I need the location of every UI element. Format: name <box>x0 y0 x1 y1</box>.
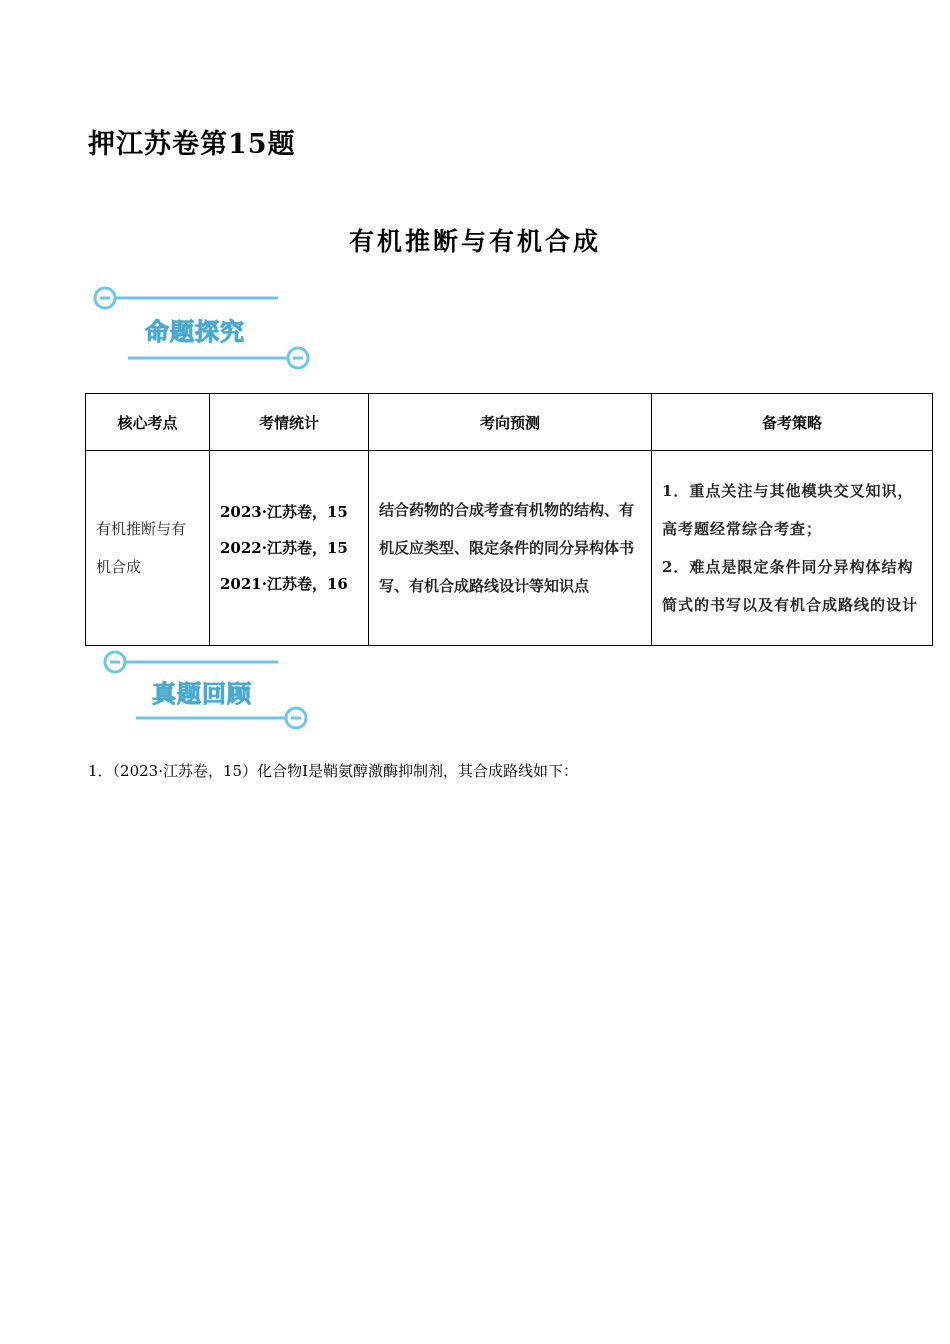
strategy-line: 1．重点关注与其他模块交叉知识，高考题经常综合考查； <box>662 482 914 538</box>
header-statistics: 考情统计 <box>210 394 369 451</box>
stat-line: 2023·江苏卷，15 <box>220 503 348 521</box>
explore-banner-label: 命题探究 <box>145 318 245 346</box>
cell-topic: 有机推断与有机合成 <box>86 451 210 646</box>
table-header-row <box>86 394 933 451</box>
exam-analysis-table <box>85 393 933 646</box>
strategy-line: 2．难点是限定条件同分异构体结构简式的书写以及有机合成路线的设计 <box>662 558 919 614</box>
stat-line: 2022·江苏卷，15 <box>220 539 348 557</box>
document-subtitle: 有机推断与有机合成 <box>348 227 601 256</box>
header-forecast: 考向预测 <box>369 394 652 451</box>
page-title: 押江苏卷第15题 <box>88 129 296 160</box>
question-text: 1．（2023·江苏卷，15）化合物I是鞘氨醇激酶抑制剂，其合成路线如下： <box>88 762 579 780</box>
cell-strategy <box>652 451 933 646</box>
review-banner <box>98 646 320 736</box>
table-row <box>86 451 933 646</box>
header-core-topic: 核心考点 <box>86 394 210 451</box>
stat-line: 2021·江苏卷，16 <box>220 575 348 593</box>
review-banner-label: 真题回顾 <box>152 680 252 708</box>
cell-statistics <box>210 451 369 646</box>
cell-forecast: 结合药物的合成考查有机物的结构、有机反应类型、限定条件的同分异构体书写、有机合成路线设计等知识点 <box>369 451 652 646</box>
header-strategy: 备考策略 <box>652 394 933 451</box>
explore-banner <box>90 284 320 376</box>
